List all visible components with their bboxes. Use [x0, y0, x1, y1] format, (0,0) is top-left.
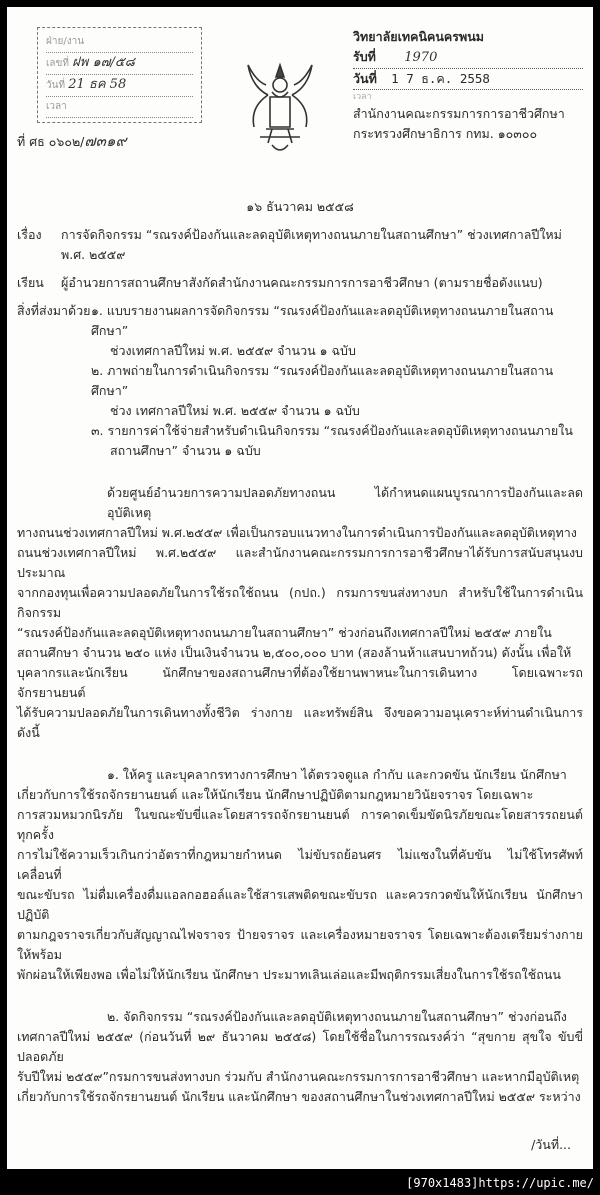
document-date: ๑๖ ธันวาคม ๒๕๕๘ [246, 199, 354, 214]
time-label: เวลา [353, 92, 372, 102]
paragraph-line: ๑. ให้ครู และบุคลากรทางการศึกษา ได้ตรวจดูแล กำกับ และกวดขัน นักเรียน นักศึกษา [107, 767, 567, 782]
enclosure-line: ๒. ภาพถ่ายในการดำเนินกิจกรรม “รณรงค์ป้องกันและลดอุบัติเหตุทางถนนภายในสถานศึกษา” [91, 363, 554, 398]
enclosures-label: สิ่งที่ส่งมาด้วย [17, 303, 91, 318]
document-number: ที่ ศธ ๐๖๐๒/๗๓๑๙ [17, 132, 127, 150]
college-name: วิทยาลัยเทคนิคนครพนม [353, 29, 485, 44]
paragraph-line: สถานศึกษา จำนวน ๒๕๐ แห่ง เป็นเงินจำนวน ๒,๕๐๐,๐๐๐ บาท (สองล้านห้าแสนบาทถ้วน) ดังนั้น เพื่อให้ [17, 645, 572, 660]
stamp-handwritten-date: 21 ธค 58 [68, 77, 127, 92]
paragraph-line: เกี่ยวกับการใช้รถจักรยานยนต์ และให้นักเรียน นักศึกษาปฏิบัติตามกฎหมายวินัยจราจร โดยเฉพาะ [17, 787, 534, 802]
paragraph-line: ด้วยศูนย์อำนวยการความปลอดภัยทางถนน ได้กำหนดแผนบูรณาการป้องกันและลดอุบัติเหตุ [107, 485, 583, 520]
paragraph-item-1 [17, 765, 583, 985]
stamp-row: เวลา [46, 97, 193, 118]
stamp-handwritten-no: ฝพ ๑๗/๕๘ [72, 55, 135, 70]
received-date: 1 7 ธ.ค. 2558 [391, 71, 490, 86]
paragraph-line: ตามกฎจราจรเกี่ยวกับสัญญาณไฟจราจร ป้ายจราจร และเครื่องหมายจราจร โดยเฉพาะต้องเตรียมร่างกายให้พร้อม [17, 927, 583, 962]
subject-text: การจัดกิจกรรม “รณรงค์ป้องกันและลดอุบัติเหตุทางถนนภายในสถานศึกษา” ช่วงเทศกาลปีใหม่ พ.ศ. ๒๕๕๙ [61, 227, 562, 262]
enclosure-line: ช่วงเทศกาลปีใหม่ พ.ศ. ๒๕๕๙ จำนวน ๑ ฉบับ [110, 343, 356, 358]
received-no-row: รับที่ 1970 [353, 47, 583, 69]
right-header-column [353, 27, 583, 144]
to-label: เรียน [17, 275, 44, 290]
to-row [17, 273, 583, 293]
paragraph-1 [17, 483, 583, 743]
subject-label: เรื่อง [17, 227, 42, 242]
paragraph-line: เกี่ยวกับการใช้รถจักรยานยนต์ นักเรียน และนักศึกษา ของสถานศึกษาในช่วงเทศกาลปีใหม่ ๒๕๕๙ ระหว่าง [17, 1089, 581, 1104]
left-header-column [17, 27, 207, 152]
paragraph-line: ขณะขับรถ ไม่ดื่มเครื่องดื่มแอลกอฮอล์และใช้สารเสพติดขณะขับรถ และควรกวดขันให้นักเรียน นักศึกษาปฏิบัติ [17, 887, 583, 922]
paragraph-line: การไม่ใช้ความเร็วเกินกว่าอัตราที่กฎหมายกำหนด ไม่ขับรถย้อนศร ไม่แซงในที่คับขัน ไม่ใช้โทรศัพท์เคลื่อนที่ [17, 847, 583, 882]
enclosures-list [91, 301, 583, 461]
paragraph-line: รับปีใหม่ ๒๕๕๙”กรมการขนส่งทางบก ร่วมกับ สำนักงานคณะกรรมการการอาชีวศึกษา และหากมีอุบัติเหตุ [17, 1069, 580, 1084]
paragraph-line: เทศกาลปีใหม่ ๒๕๕๙ (ก่อนวันที่ ๒๙ ธันวาคม ๒๕๕๘) โดยใช้ชื่อในการรณรงค์ว่า “สุขกาย สุขใจ ขับขี่ปลอดภัย [17, 1029, 583, 1064]
subject-row [17, 225, 583, 265]
enclosures-row [17, 301, 583, 461]
enclosure-line: ช่วง เทศกาลปีใหม่ พ.ศ. ๒๕๕๙ จำนวน ๑ ฉบับ [110, 403, 360, 418]
image-source-footer: [970x1483]https://upic.me/ [406, 1176, 594, 1190]
enclosure-line: ๑. แบบรายงานผลการจัดกิจกรรม “รณรงค์ป้องกันและลดอุบัติเหตุทางถนนภายในสถานศึกษา” [91, 303, 554, 338]
letterhead [17, 27, 583, 157]
paragraph-line: ทางถนนช่วงเทศกาลปีใหม่ พ.ศ.๒๕๕๙ เพื่อเป็นกรอบแนวทางในการดำเนินการป้องกันและลดอุบัติเหตุทาง [17, 525, 577, 540]
office-line-2: กระทรวงศึกษาธิการ กทม. ๑๐๓๐๐ [353, 126, 538, 141]
paragraph-line: บุคลากรและนักเรียน นักศึกษาของสถานศึกษาที่ต้องใช้ยานพาหนะในการเดินทาง โดยเฉพาะรถจักรยานยนต์ [17, 665, 583, 700]
paragraph-line: ๒. จัดกิจกรรม “รณรงค์ป้องกันและลดอุบัติเหตุทางถนนภายในสถานศึกษา” ช่วงก่อนถึง [107, 1009, 567, 1024]
continued-marker: /วันที่... [531, 1137, 571, 1152]
receipt-stamp [37, 27, 202, 123]
office-line-1: สำนักงานคณะกรรมการการอาชีวศึกษา [353, 106, 565, 121]
document-page [7, 7, 593, 1169]
received-no: 1970 [404, 50, 438, 65]
garuda-emblem-icon [242, 57, 318, 157]
stamp-row: เลขที่ ฝพ ๑๗/๕๘ [46, 53, 193, 75]
enclosure-line: ๓. รายการค่าใช้จ่ายสำหรับดำเนินกิจกรรม “รณรงค์ป้องกันและลดอุบัติเหตุทางถนนภายใน [91, 423, 573, 438]
paragraph-line: การสวมหมวกนิรภัย ในขณะขับขี่และโดยสารรถจักรยานยนต์ การคาดเข็มขัดนิรภัยขณะโดยสารรถยนต์ทุกครั้ง [17, 807, 583, 842]
paragraph-line: “รณรงค์ป้องกันและลดอุบัติเหตุทางถนนภายในสถานศึกษา” ช่วงก่อนถึงเทศกาลปีใหม่ ๒๕๕๙ ภายใน [17, 625, 552, 640]
paragraph-line: ถนนช่วงเทศกาลปีใหม่ พ.ศ.๒๕๕๙ และสำนักงานคณะกรรมการการอาชีวศึกษาได้รับการสนับสนุนงบประมาณ [17, 545, 583, 580]
stamp-row: ฝ่าย/งาน [46, 32, 193, 53]
paragraph-item-2 [17, 1007, 583, 1107]
paragraph-line: พักผ่อนให้เพียงพอ เพื่อไม่ให้นักเรียน นักศึกษา ประมาทเลินเล่อและมีพฤติกรรมเสี่ยงในการใช้รถใช้ถนน [17, 967, 561, 982]
paragraph-line: จากกองทุนเพื่อความปลอดภัยในการใช้รถใช้ถนน (กปถ.) กรมการขนส่งทางบก สำหรับใช้ในการดำเนินกิจกรรม [17, 585, 583, 620]
to-text: ผู้อำนวยการสถานศึกษาสังกัดสำนักงานคณะกรรมการการอาชีวศึกษา (ตามรายชื่อดังแนบ) [61, 275, 543, 290]
paragraph-line: ได้รับความปลอดภัยในการเดินทางทั้งชีวิต ร่างกาย และทรัพย์สิน จึงขอความอนุเคราะห์ท่านดำเนินการดังนี้ [17, 705, 583, 740]
received-date-row: วันที่ 1 7 ธ.ค. 2558 [353, 69, 583, 90]
stamp-row: วันที่ 21 ธค 58 [46, 75, 193, 97]
enclosure-line: สถานศึกษา” จำนวน ๑ ฉบับ [110, 443, 261, 458]
